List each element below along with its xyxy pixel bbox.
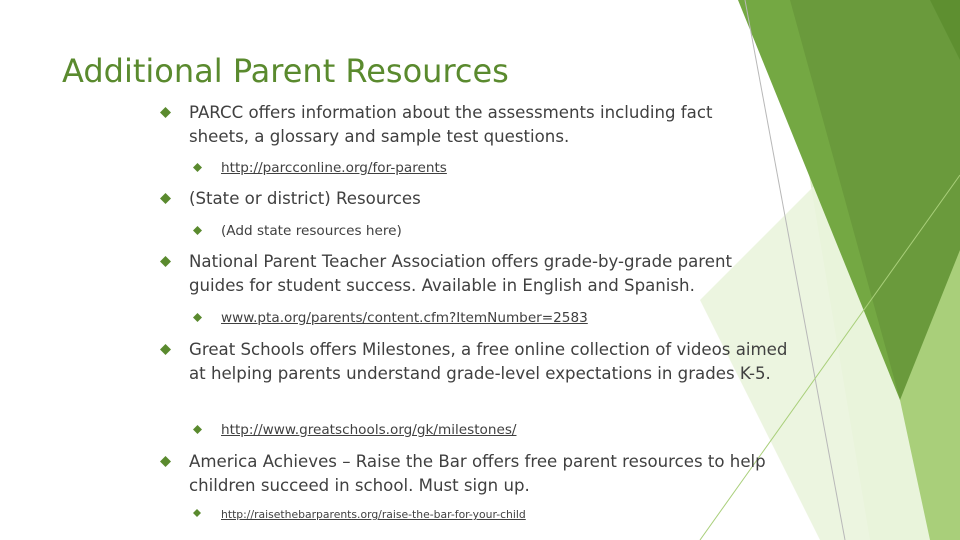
bullet-item-parcc-link[interactable] [221,159,447,177]
bullet-text: Great Schools offers Milestones, a free online collection of videos aimed at helping parents understand grade-level expectations in grades K-5. [189,340,788,383]
bullet-text: National Parent Teacher Association offers grade-by-grade parent guides for student success. Available in English and Spanish. [189,252,732,295]
raise-the-bar-link[interactable]: http://raisethebarparents.org/raise-the-bar-for-your-child [221,508,526,521]
bullet-text: America Achieves – Raise the Bar offers free parent resources to help children succeed in school. Must sign up. [189,452,766,495]
diamond-icon [160,107,171,118]
bullet-item-great-schools-link[interactable] [221,421,516,439]
bullet-item-parcc [189,101,764,149]
bullet-item-pta-link[interactable] [221,309,588,327]
bullet-item-state-resources [189,187,764,211]
diamond-icon [193,509,201,517]
parcc-link[interactable]: http://parcconline.org/for-parents [221,160,447,176]
bullet-item-pta [189,250,789,298]
great-schools-link[interactable]: http://www.greatschools.org/gk/milestones/ [221,422,517,438]
diamond-icon [193,313,202,322]
diamond-icon [160,256,171,267]
diamond-icon [160,456,171,467]
diamond-icon [193,163,202,172]
slide-title: Additional Parent Resources [62,52,509,90]
diamond-icon [160,344,171,355]
bullet-text: (Add state resources here) [221,223,402,239]
diamond-icon [193,425,202,434]
diamond-icon [193,226,202,235]
diamond-icon [160,193,171,204]
bullet-text: (State or district) Resources [189,189,421,208]
bullet-text: PARCC offers information about the assessments including fact sheets, a glossary and sample test questions. [189,103,713,146]
bullet-item-state-placeholder [221,222,402,240]
pta-link[interactable]: www.pta.org/parents/content.cfm?ItemNumber=2583 [221,310,588,326]
bullet-item-america-achieves [189,450,779,498]
bullet-item-great-schools [189,338,789,386]
bullet-item-america-achieves-link[interactable] [221,506,526,524]
